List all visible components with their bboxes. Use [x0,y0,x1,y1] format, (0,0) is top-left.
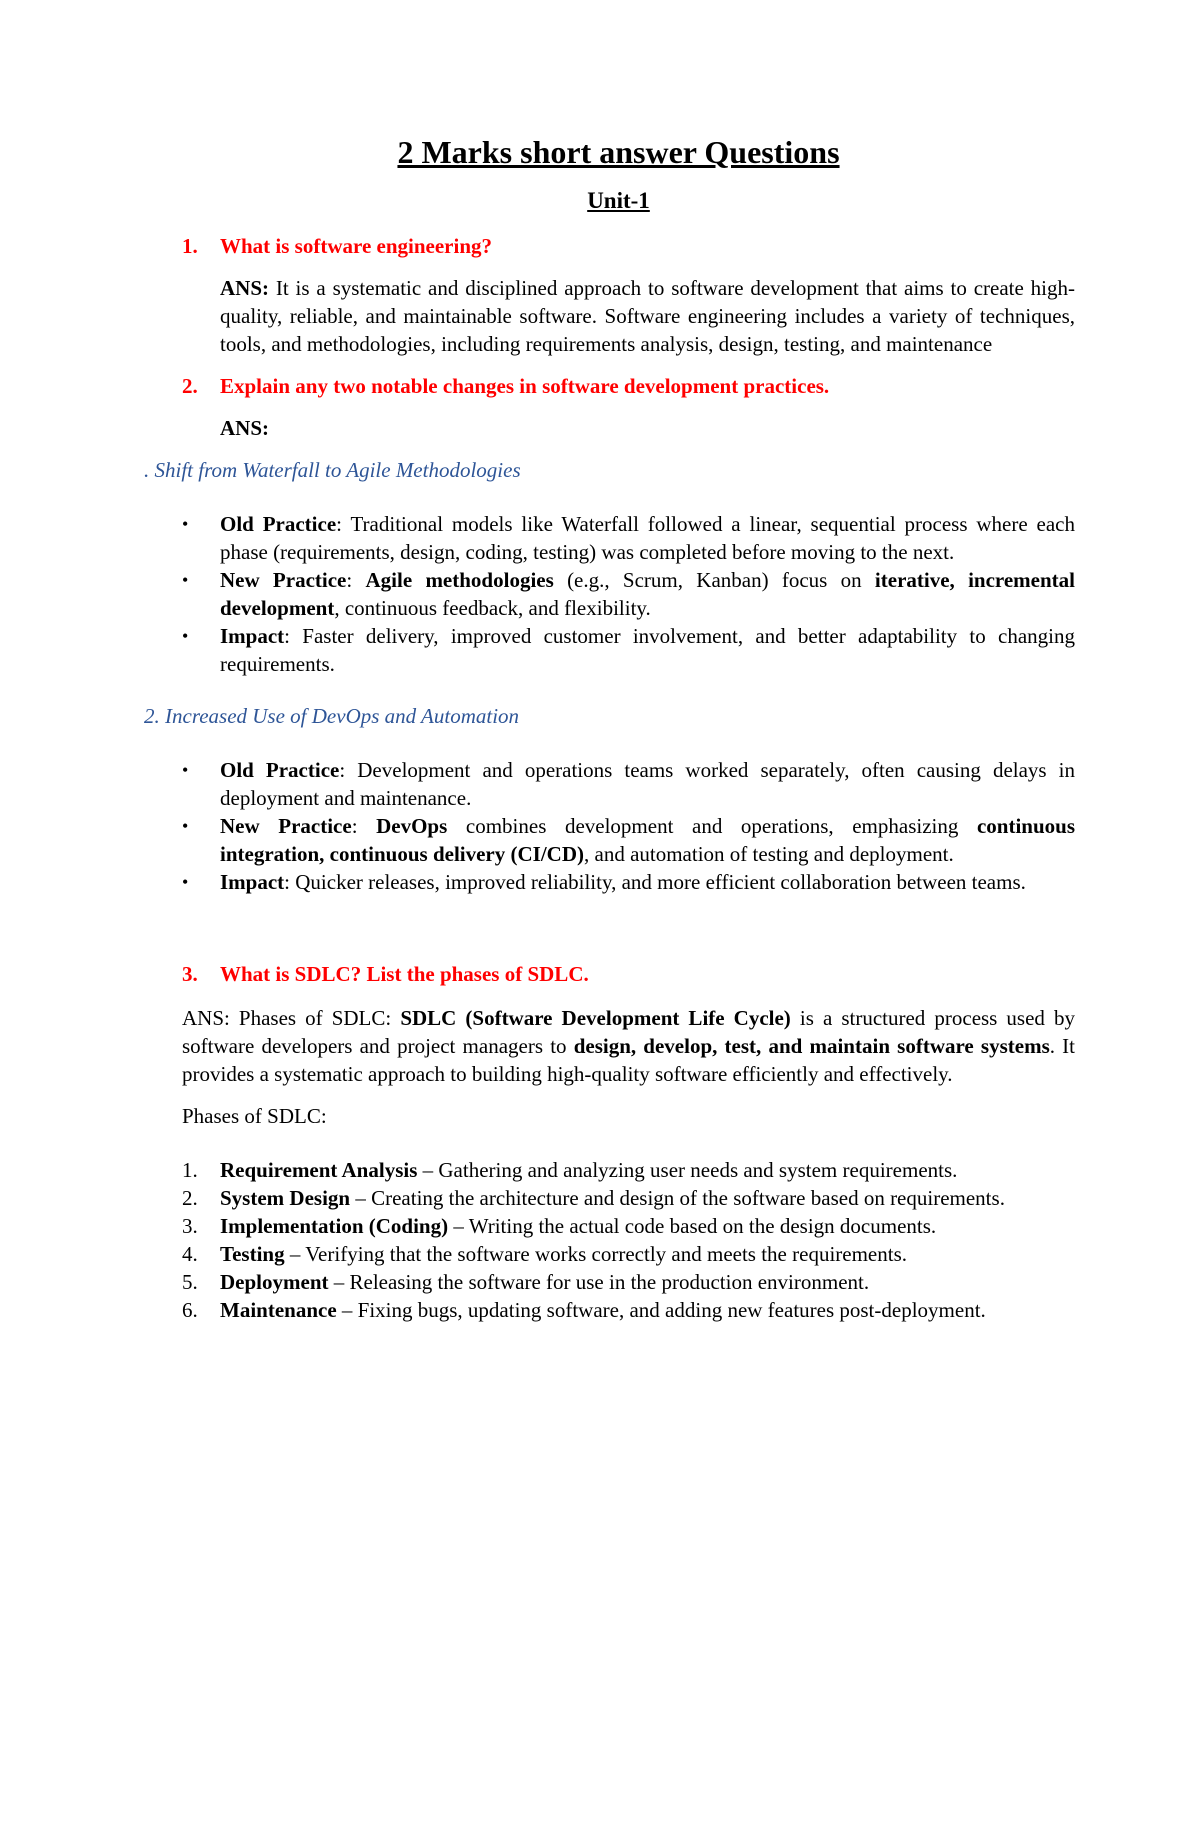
phase-item [182,1184,1075,1212]
bullet-text: : Development and operations teams worked separately, often causing delays in deployment and maintenance. [220,758,1075,810]
phase-description: – Releasing the software for use in the production environment. [328,1270,870,1294]
bullet-label: Impact [220,624,285,648]
phase-item [182,1296,1075,1324]
phase-number: 5. [182,1270,198,1294]
question-3-text: What is SDLC? List the phases of SDLC. [220,962,589,986]
list-item [182,756,1075,812]
bullet-icon: • [182,760,189,780]
answer-3 [182,1004,1075,1088]
question-1 [182,232,1075,260]
bullet-icon: • [182,816,189,836]
bullet-label: New Practice [220,568,347,592]
phase-item [182,1212,1075,1240]
answer-3-emphasis: design, develop, test, and maintain software systems [573,1034,1050,1058]
bullet-text: : Traditional models like Waterfall followed a linear, sequential process where each phase (requirements, design, coding, testing) was completed before moving to the next. [220,512,1075,564]
phase-item [182,1268,1075,1296]
phase-number: 1. [182,1158,198,1182]
phase-number: 2. [182,1186,198,1210]
bullet-emphasis: DevOps [376,814,448,838]
bullet-separator: : [346,568,366,592]
bullet-text: (e.g., Scrum, Kanban) focus on [553,568,875,592]
phase-description: – Writing the actual code based on the design documents. [448,1214,937,1238]
answer-3-text: . It provides a systematic approach to building high-quality software efficiently and effectively. [182,1034,1075,1086]
list-item [182,566,1075,622]
sdlc-phase-list [182,1156,1075,1324]
bullet-text: : Quicker releases, improved reliability, and more efficient collaboration between teams. [284,870,1026,894]
bullet-emphasis: continuous integration, continuous delivery (CI/CD) [220,814,1075,866]
bullet-icon: • [182,872,189,892]
phase-label: Testing [220,1242,285,1266]
unit-heading: Unit-1 [587,188,650,213]
phase-item [182,1156,1075,1184]
answer-3-text: is a structured process used by software developers and project managers to [182,1006,1075,1058]
bullet-icon: • [182,514,189,534]
bullet-text: : Faster delivery, improved customer involvement, and better adaptability to changing requirements. [220,624,1075,676]
phase-label: Implementation (Coding) [220,1214,449,1238]
phase-description: – Creating the architecture and design of the software based on requirements. [350,1186,1005,1210]
question-2-text: Explain any two notable changes in software development practices. [220,374,830,398]
bullet-label: Old Practice [220,512,337,536]
answer-1-text: It is a systematic and disciplined approach to software development that aims to create high-quality, reliable, and maintainable software. Software engineering includes a variety of techniques, tools, and methodologies, including requirements analysis, design, testing, and maintenance [220,276,1075,356]
bullet-label: Impact [220,870,285,894]
question-2 [182,372,1075,400]
bullet-text: , continuous feedback, and flexibility. [334,596,651,620]
question-3-number: 3. [182,962,198,986]
phase-description: – Fixing bugs, updating software, and adding new features post-deployment. [336,1298,986,1322]
phase-description: – Gathering and analyzing user needs and system requirements. [417,1158,958,1182]
question-1-number: 1. [182,234,198,258]
document-page [0,132,1200,1828]
question-3 [182,960,1075,988]
bullet-label: New Practice [220,814,352,838]
list-item [182,622,1075,678]
section-heading-agile: . Shift from Waterfall to Agile Methodologies [144,458,521,482]
phase-description: – Verifying that the software works correctly and meets the requirements. [284,1242,908,1266]
answer-1-label: ANS: [220,276,270,300]
phase-item [182,1240,1075,1268]
bullet-text: , and automation of testing and deployment. [584,842,954,866]
phase-label: Maintenance [220,1298,337,1322]
bullet-text: combines development and operations, emphasizing [447,814,977,838]
list-item [182,868,1075,896]
devops-bullet-list [182,756,1075,896]
agile-bullet-list [182,510,1075,678]
bullet-emphasis: iterative, incremental development [220,568,1075,620]
bullet-label: Old Practice [220,758,340,782]
answer-3-intro: ANS: Phases of SDLC: [182,1006,401,1030]
question-1-text: What is software engineering? [220,234,493,258]
page-title: 2 Marks short answer Questions [397,134,840,170]
answer-2-label: ANS: [220,416,270,440]
answer-1 [220,274,1075,358]
bullet-separator: : [351,814,377,838]
phase-number: 3. [182,1214,198,1238]
section-heading-devops: 2. Increased Use of DevOps and Automation [144,704,520,728]
phase-number: 4. [182,1242,198,1266]
phase-label: Deployment [220,1270,329,1294]
question-2-number: 2. [182,374,198,398]
bullet-emphasis: Agile methodologies [365,568,554,592]
list-item [182,812,1075,868]
phase-label: Requirement Analysis [220,1158,418,1182]
bullet-icon: • [182,570,189,590]
list-item [182,510,1075,566]
phases-heading: Phases of SDLC: [182,1104,327,1128]
answer-3-emphasis: SDLC (Software Development Life Cycle) [400,1006,791,1030]
bullet-icon: • [182,626,189,646]
phase-number: 6. [182,1298,198,1322]
phase-label: System Design [220,1186,351,1210]
